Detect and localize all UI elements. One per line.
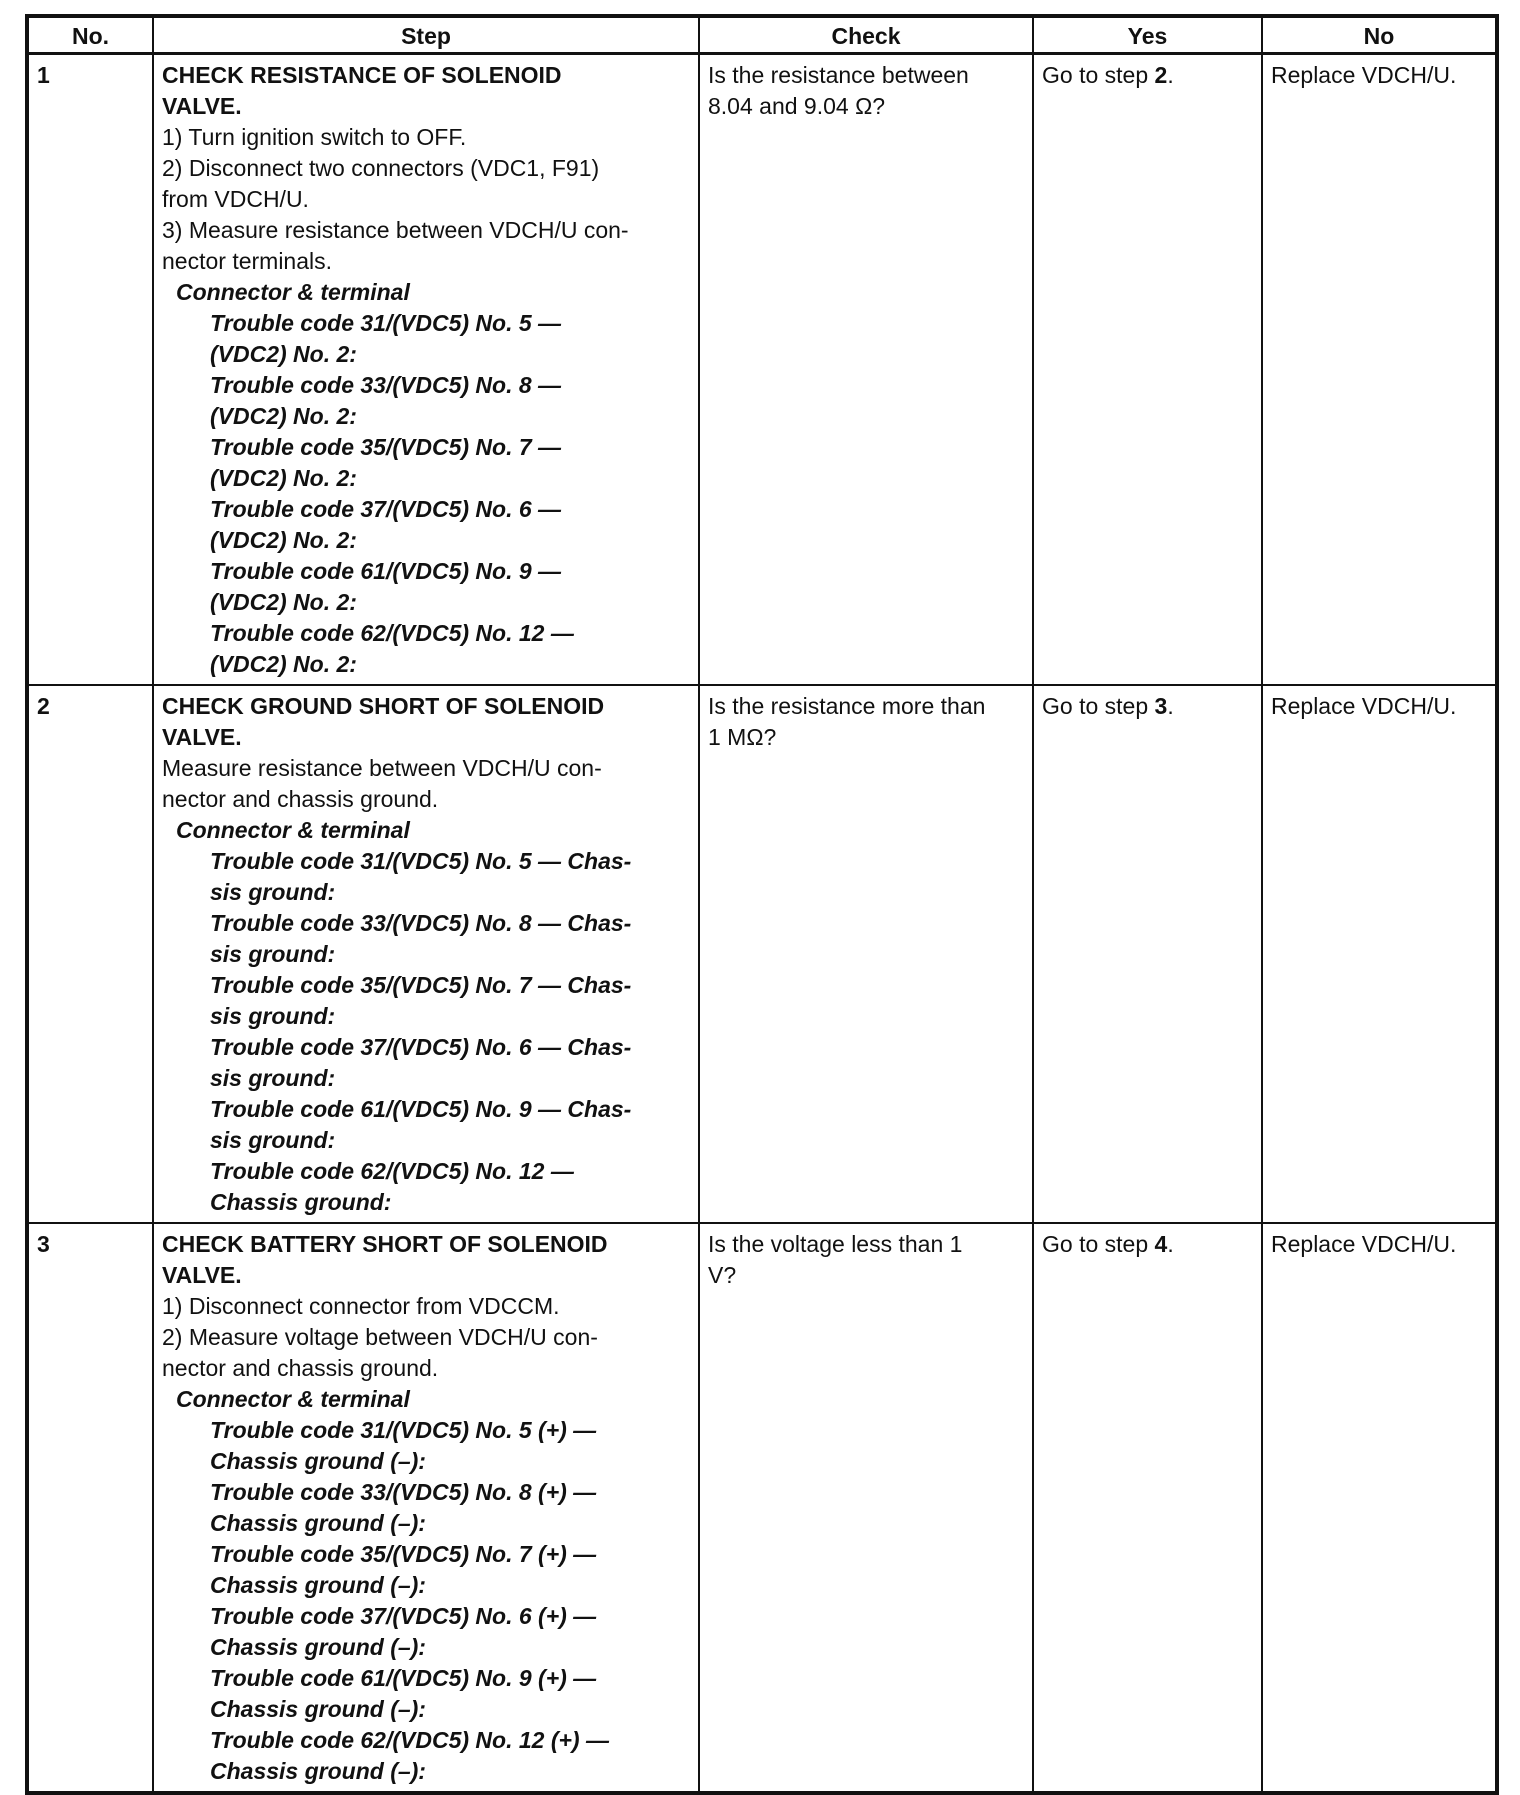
step-title: CHECK GROUND SHORT OF SOLENOID xyxy=(162,693,605,719)
step-instruction: 1) Turn ignition switch to OFF. xyxy=(162,124,467,150)
step-cell xyxy=(153,1223,699,1793)
connector-terminal-line: sis ground: xyxy=(210,941,336,967)
connector-terminal-line: Trouble code 37/(VDC5) No. 6 — Chas- xyxy=(210,1034,632,1060)
connector-terminal-line: Trouble code 62/(VDC5) No. 12 — xyxy=(210,1158,574,1184)
connector-terminal-line: Chassis ground (–): xyxy=(210,1510,426,1536)
step-instruction: 2) Disconnect two connectors (VDC1, F91) xyxy=(162,155,600,181)
connector-heading: Connector & terminal xyxy=(176,817,410,843)
step-instruction: nector and chassis ground. xyxy=(162,1355,439,1381)
step-instruction: from VDCH/U. xyxy=(162,186,309,212)
connector-terminal-line: Trouble code 33/(VDC5) No. 8 (+) — xyxy=(210,1479,597,1505)
header-check: Check xyxy=(699,16,1033,54)
diagnostic-table xyxy=(25,14,1499,1795)
yes-text: Go to step xyxy=(1042,62,1155,88)
step-number-cell: 3 xyxy=(27,1223,153,1793)
connector-terminal-line: Trouble code 35/(VDC5) No. 7 — xyxy=(210,434,562,460)
step-number-cell: 1 xyxy=(27,54,153,686)
check-question: V? xyxy=(708,1262,737,1288)
header-no: No. xyxy=(27,16,153,54)
table-body xyxy=(27,54,1497,1794)
step-instruction: 3) Measure resistance between VDCH/U con- xyxy=(162,217,629,243)
check-question: Is the voltage less than 1 xyxy=(708,1231,963,1257)
connector-terminal-line: Trouble code 33/(VDC5) No. 8 — xyxy=(210,372,562,398)
connector-terminal-line: Trouble code 37/(VDC5) No. 6 (+) — xyxy=(210,1603,597,1629)
yes-text: Go to step xyxy=(1042,1231,1155,1257)
step-instruction: 2) Measure voltage between VDCH/U con- xyxy=(162,1324,598,1350)
check-question: 1 MΩ? xyxy=(708,724,777,750)
yes-cell xyxy=(1033,54,1262,686)
step-instruction: nector terminals. xyxy=(162,248,333,274)
connector-terminal-line: Trouble code 35/(VDC5) No. 7 (+) — xyxy=(210,1541,597,1567)
no-cell: Replace VDCH/U. xyxy=(1262,685,1497,1223)
yes-text-end: . xyxy=(1167,693,1174,719)
connector-terminal-line: (VDC2) No. 2: xyxy=(210,589,357,615)
step-instruction: nector and chassis ground. xyxy=(162,786,439,812)
yes-step-number: 2 xyxy=(1154,62,1168,88)
step-instruction: 1) Disconnect connector from VDCCM. xyxy=(162,1293,560,1319)
step-number-cell: 2 xyxy=(27,685,153,1223)
table-row xyxy=(27,685,1497,1223)
connector-terminal-line: Trouble code 62/(VDC5) No. 12 — xyxy=(210,620,574,646)
check-question: 8.04 and 9.04 Ω? xyxy=(708,93,886,119)
connector-terminal-line: sis ground: xyxy=(210,1127,336,1153)
table-row xyxy=(27,1223,1497,1793)
table-row xyxy=(27,54,1497,686)
connector-terminal-line: Trouble code 33/(VDC5) No. 8 — Chas- xyxy=(210,910,632,936)
check-question: Is the resistance between xyxy=(708,62,969,88)
diagnostic-procedure-page xyxy=(25,14,1495,1795)
connector-heading: Connector & terminal xyxy=(176,279,410,305)
connector-terminal-line: sis ground: xyxy=(210,879,336,905)
step-cell xyxy=(153,685,699,1223)
connector-terminal-line: Chassis ground (–): xyxy=(210,1696,426,1722)
yes-cell xyxy=(1033,1223,1262,1793)
yes-text-end: . xyxy=(1167,1231,1174,1257)
no-cell: Replace VDCH/U. xyxy=(1262,1223,1497,1793)
step-title: CHECK RESISTANCE OF SOLENOID xyxy=(162,62,562,88)
yes-text: Go to step xyxy=(1042,693,1155,719)
connector-terminal-line: Chassis ground (–): xyxy=(210,1758,426,1784)
check-cell xyxy=(699,1223,1033,1793)
connector-terminal-line: Trouble code 31/(VDC5) No. 5 — xyxy=(210,310,562,336)
connector-terminal-line: Trouble code 62/(VDC5) No. 12 (+) — xyxy=(210,1727,609,1753)
connector-terminal-line: (VDC2) No. 2: xyxy=(210,465,357,491)
connector-terminal-line: Trouble code 37/(VDC5) No. 6 — xyxy=(210,496,562,522)
yes-text-end: . xyxy=(1167,62,1174,88)
connector-terminal-line: Trouble code 61/(VDC5) No. 9 (+) — xyxy=(210,1665,597,1691)
step-title: CHECK BATTERY SHORT OF SOLENOID xyxy=(162,1231,608,1257)
connector-terminal-line: Trouble code 61/(VDC5) No. 9 — xyxy=(210,558,562,584)
connector-terminal-line: (VDC2) No. 2: xyxy=(210,651,357,677)
header-step: Step xyxy=(153,16,699,54)
step-title: VALVE. xyxy=(162,93,242,119)
header-no-result: No xyxy=(1262,16,1497,54)
connector-terminal-line: sis ground: xyxy=(210,1065,336,1091)
check-cell xyxy=(699,685,1033,1223)
no-cell: Replace VDCH/U. xyxy=(1262,54,1497,686)
connector-terminal-line: Chassis ground (–): xyxy=(210,1634,426,1660)
connector-terminal-line: Trouble code 31/(VDC5) No. 5 (+) — xyxy=(210,1417,597,1443)
connector-terminal-line: Trouble code 35/(VDC5) No. 7 — Chas- xyxy=(210,972,632,998)
connector-terminal-line: Chassis ground: xyxy=(210,1189,392,1215)
connector-terminal-line: Chassis ground (–): xyxy=(210,1572,426,1598)
connector-terminal-line: (VDC2) No. 2: xyxy=(210,527,357,553)
step-instruction: Measure resistance between VDCH/U con- xyxy=(162,755,602,781)
connector-heading: Connector & terminal xyxy=(176,1386,410,1412)
yes-step-number: 3 xyxy=(1154,693,1168,719)
step-title: VALVE. xyxy=(162,1262,242,1288)
connector-terminal-line: sis ground: xyxy=(210,1003,336,1029)
connector-terminal-line: Chassis ground (–): xyxy=(210,1448,426,1474)
check-question: Is the resistance more than xyxy=(708,693,986,719)
step-cell xyxy=(153,54,699,686)
connector-terminal-line: Trouble code 61/(VDC5) No. 9 — Chas- xyxy=(210,1096,632,1122)
yes-cell xyxy=(1033,685,1262,1223)
table-header-row xyxy=(27,16,1497,54)
connector-terminal-line: Trouble code 31/(VDC5) No. 5 — Chas- xyxy=(210,848,632,874)
check-cell xyxy=(699,54,1033,686)
header-yes: Yes xyxy=(1033,16,1262,54)
connector-terminal-line: (VDC2) No. 2: xyxy=(210,341,357,367)
step-title: VALVE. xyxy=(162,724,242,750)
yes-step-number: 4 xyxy=(1154,1231,1168,1257)
connector-terminal-line: (VDC2) No. 2: xyxy=(210,403,357,429)
